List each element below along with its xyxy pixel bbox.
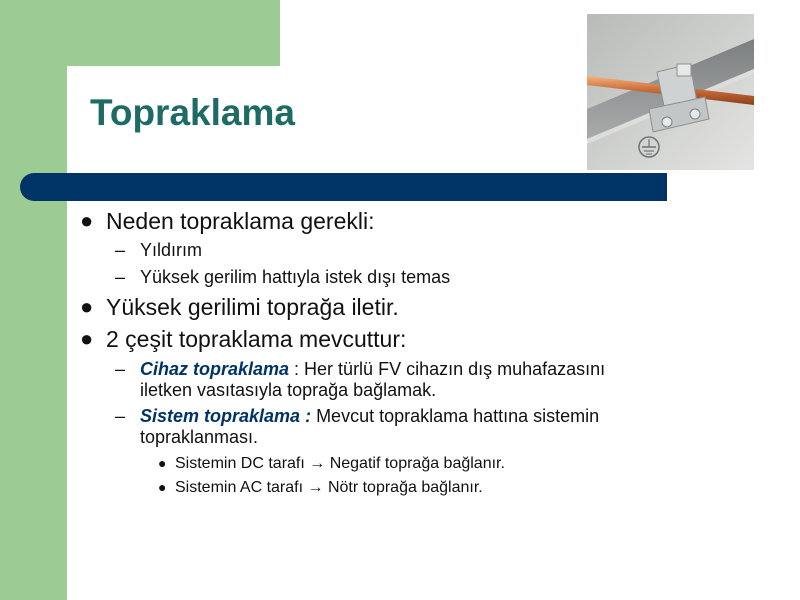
sub-bullet-text-continued: iletken vasıtasıyla toprağa bağlamak. <box>140 380 437 400</box>
sub-bullet-text: : Her türlü FV cihazın dış muhafazasını <box>289 359 606 379</box>
bullet-icon: ● <box>80 294 94 319</box>
term-system-grounding: Sistem topraklama : <box>140 406 312 426</box>
bullet-icon: ● <box>80 326 94 351</box>
sub-bullet-text-continued: topraklanması. <box>140 427 259 447</box>
sub-sub-bullet-text: Sistemin AC tarafı → Nötr toprağa bağlanır. <box>175 479 483 496</box>
bullet-text: 2 çeşit topraklama mevcuttur: <box>106 326 407 352</box>
bullet-icon: ● <box>158 455 167 471</box>
slide-title: Topraklama <box>90 92 295 133</box>
dash-icon: – <box>115 359 126 379</box>
dash-icon: – <box>115 406 126 426</box>
dash-icon: – <box>115 240 126 260</box>
bullet-icon: ● <box>158 479 167 495</box>
bullet-icon: ● <box>80 208 94 233</box>
sub-bullet-text: Yüksek gerilim hattıyla istek dışı temas <box>140 267 451 287</box>
sub-sub-bullet-text: Sistemin DC tarafı → Negatif toprağa bağlanır. <box>175 455 505 472</box>
sub-bullet-text: Yıldırım <box>140 240 203 260</box>
sub-bullet-text: Mevcut topraklama hattına sistemin <box>311 406 600 426</box>
term-device-grounding: Cihaz topraklama <box>140 359 290 379</box>
bullet-text: Neden topraklama gerekli: <box>106 208 375 234</box>
bullet-text: Yüksek gerilimi toprağa iletir. <box>106 294 399 320</box>
dash-icon: – <box>115 267 126 287</box>
